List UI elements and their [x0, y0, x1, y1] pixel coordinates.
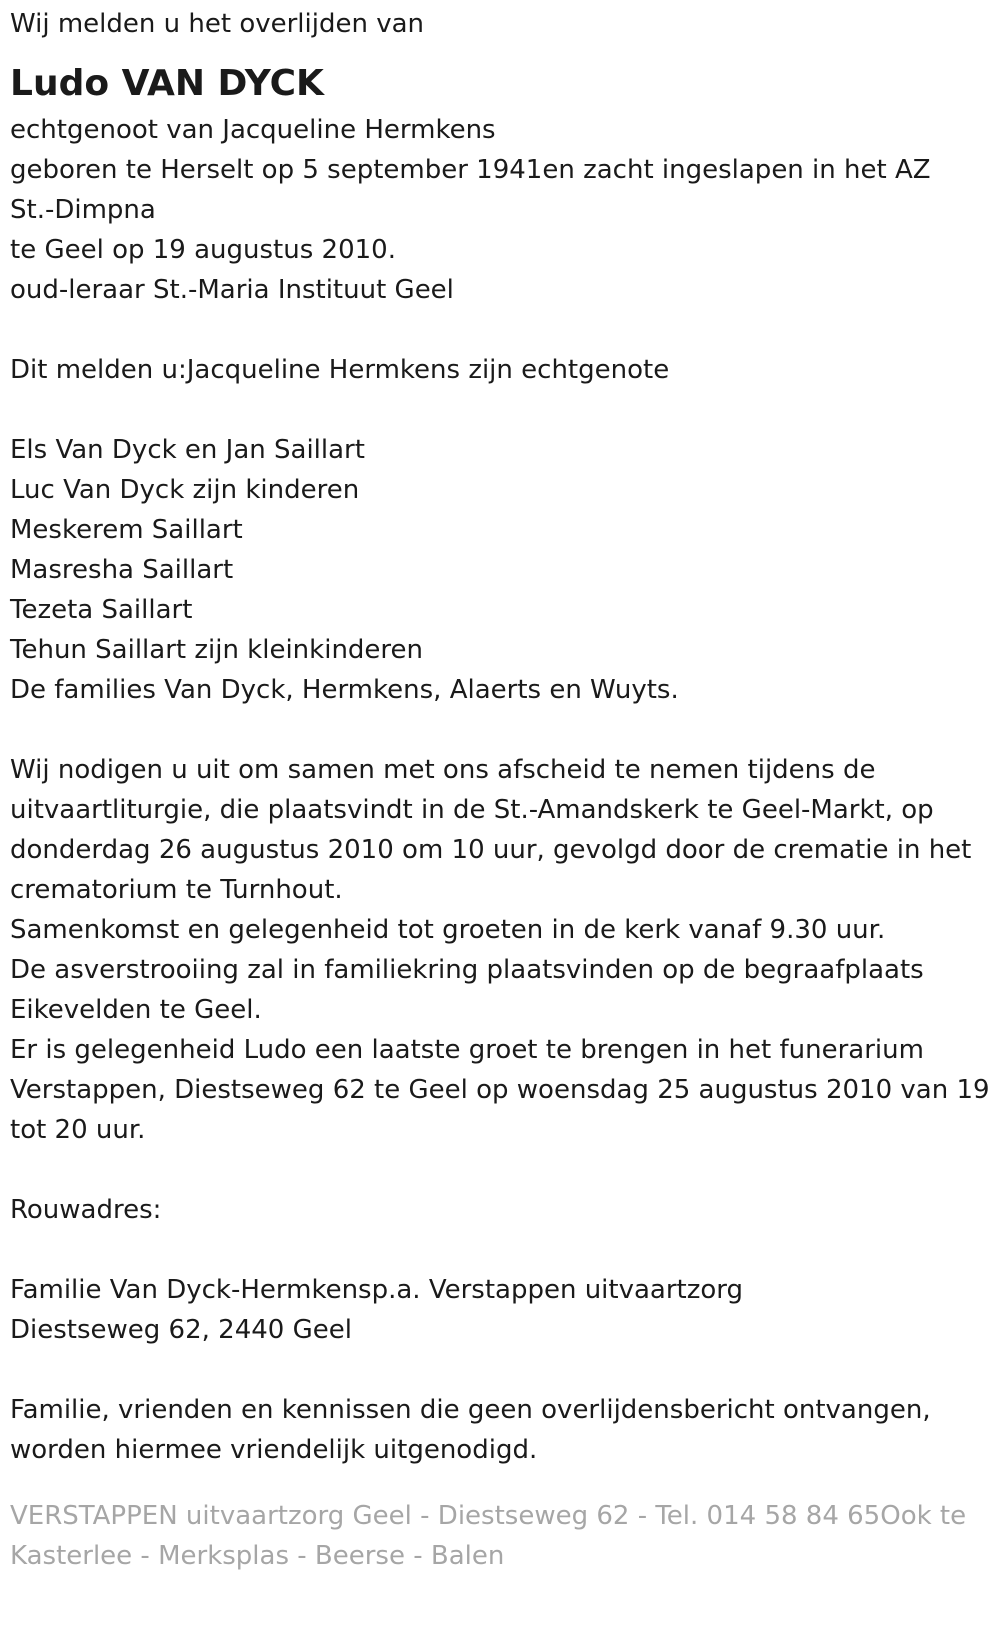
family-list: [10, 430, 990, 710]
birth-line-2: St.-Dimpna: [10, 195, 156, 225]
ceremony-line: tot 20 uur.: [10, 1115, 146, 1145]
spouse-line: echtgenoot van Jacqueline Hermkens: [10, 115, 496, 145]
ceremony-line: Samenkomst en gelegenheid tot groeten in de kerk vanaf 9.30 uur.: [10, 915, 886, 945]
family-member: Luc Van Dyck zijn kinderen: [10, 475, 360, 505]
ceremony-line: De asverstrooiing zal in familiekring plaatsvinden op de begraafplaats: [10, 955, 924, 985]
mourning-address-line-1: Familie Van Dyck-Hermkensp.a. Verstappen uitvaartzorg: [10, 1275, 744, 1305]
mourning-address-line-2: Diestseweg 62, 2440 Geel: [10, 1315, 352, 1345]
ceremony-line: uitvaartliturgie, die plaatsvindt in de St.-Amandskerk te Geel-Markt, op: [10, 795, 934, 825]
deceased-name: Ludo VAN DYCK: [10, 63, 324, 104]
family-member: Tehun Saillart zijn kleinkinderen: [10, 635, 424, 665]
birth-line-1: geboren te Herselt op 5 september 1941en zacht ingeslapen in het AZ: [10, 155, 931, 185]
ceremony-line: Eikevelden te Geel.: [10, 995, 262, 1025]
family-member: Masresha Saillart: [10, 555, 234, 585]
ceremony-details: [10, 750, 990, 1150]
family-member: Tezeta Saillart: [10, 595, 193, 625]
closing-note: [10, 1390, 990, 1470]
ceremony-line: Verstappen, Diestseweg 62 te Geel op woensdag 25 augustus 2010 van 19: [10, 1075, 990, 1105]
footer-line-1: VERSTAPPEN uitvaartzorg Geel - Diestseweg 62 - Tel. 014 58 84 65Ook te: [10, 1501, 967, 1531]
closing-line: worden hiermee vriendelijk uitgenodigd.: [10, 1435, 538, 1465]
closing-line: Familie, vrienden en kennissen die geen overlijdensbericht ontvangen,: [10, 1395, 931, 1425]
family-member: Els Van Dyck en Jan Saillart: [10, 435, 365, 465]
intro-text: Wij melden u het overlijden van: [10, 9, 425, 39]
ceremony-line: Wij nodigen u uit om samen met ons afscheid te nemen tijdens de: [10, 755, 876, 785]
footer-line-2: Kasterlee - Merksplas - Beerse - Balen: [10, 1541, 505, 1571]
family-member: Meskerem Saillart: [10, 515, 243, 545]
occupation-line: oud-leraar St.-Maria Instituut Geel: [10, 275, 454, 305]
ceremony-line: donderdag 26 augustus 2010 om 10 uur, gevolgd door de crematie in het: [10, 835, 972, 865]
funeral-home-footer: [10, 1496, 990, 1576]
ceremony-line: Er is gelegenheid Ludo een laatste groet te brengen in het funerarium: [10, 1035, 924, 1065]
death-line: te Geel op 19 augustus 2010.: [10, 235, 396, 265]
mourning-address-label: Rouwadres:: [10, 1195, 162, 1225]
family-member: De families Van Dyck, Hermkens, Alaerts en Wuyts.: [10, 675, 679, 705]
announcers-intro: Dit melden u:Jacqueline Hermkens zijn echtgenote: [10, 355, 670, 385]
ceremony-line: crematorium te Turnhout.: [10, 875, 343, 905]
